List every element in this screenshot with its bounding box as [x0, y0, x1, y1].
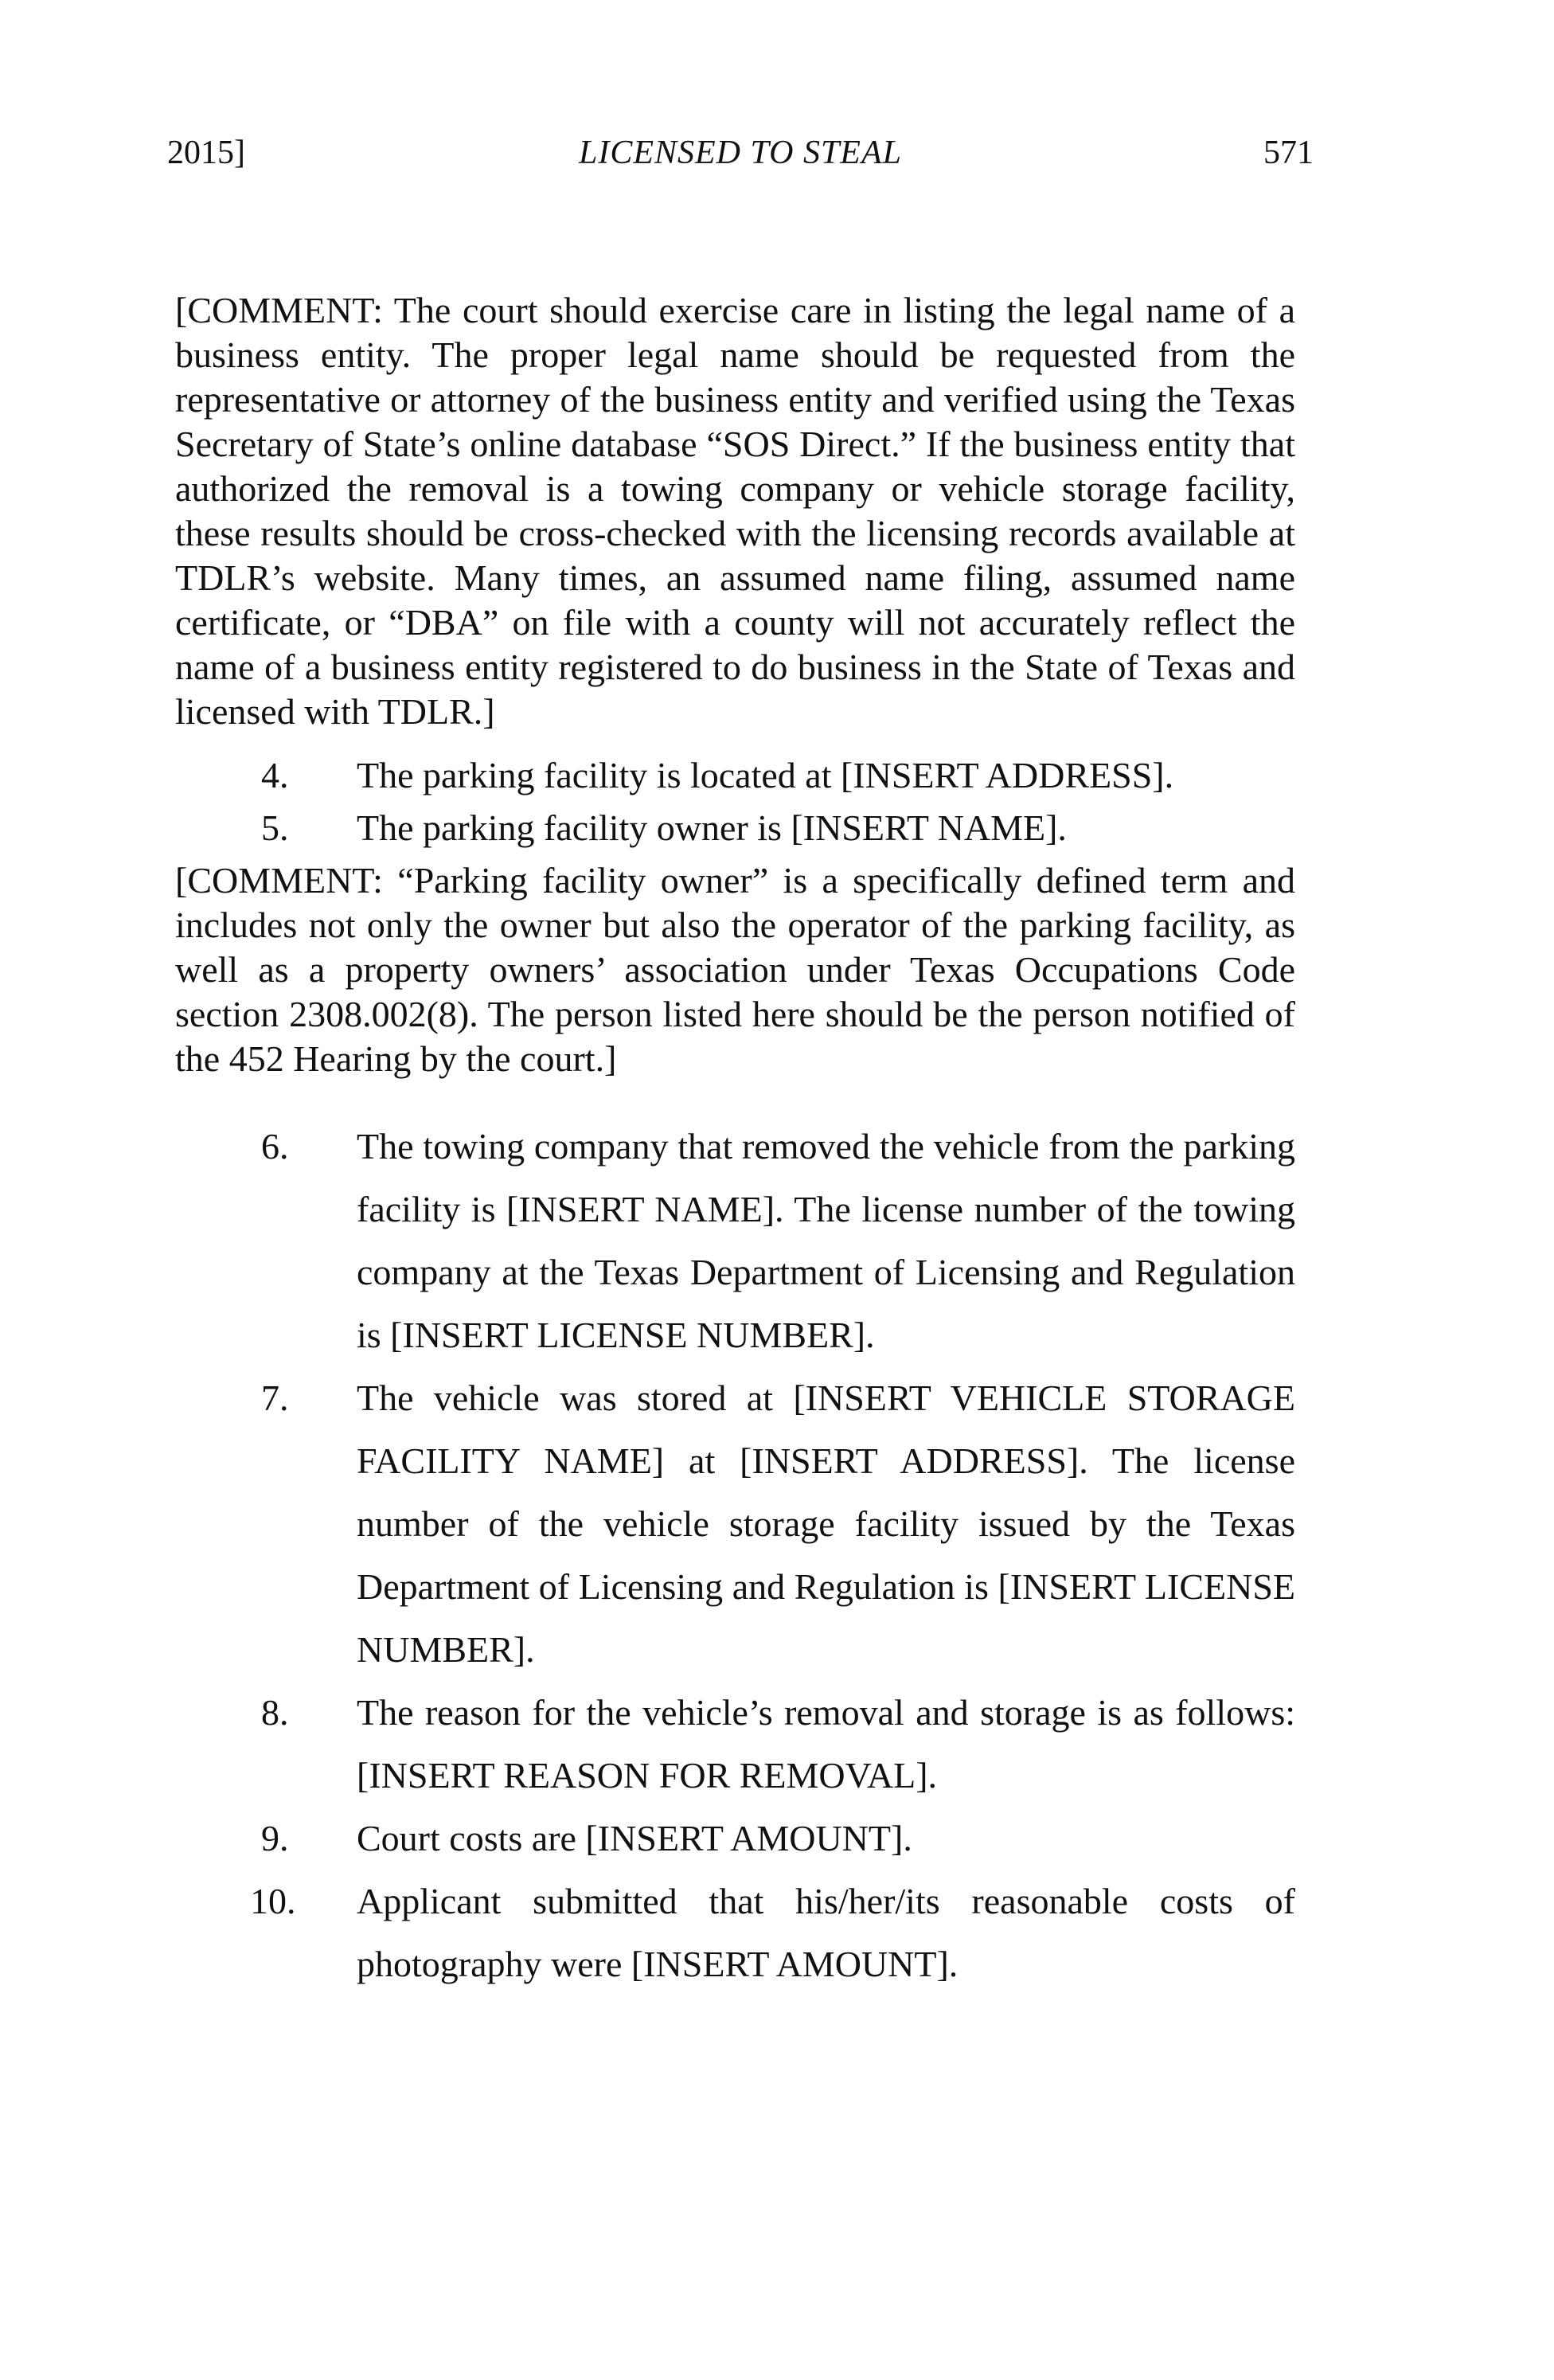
item-number: 8.: [261, 1692, 289, 1733]
item-text: The towing company that removed the vehicle from the parking facility is [INSERT NAME]. The license number of the towing company at the Texas Department of Licensing and Regulation is [INSERT LICENSE NUMBER].: [357, 1126, 1295, 1355]
list-item: [175, 1115, 1295, 1366]
item-number: 7.: [261, 1378, 289, 1418]
list-item: [175, 753, 1295, 798]
list-item: [175, 806, 1295, 850]
item-number: 9.: [261, 1818, 289, 1858]
item-text: The reason for the vehicle’s removal and storage is as follows: [INSERT REASON FOR REMOVAL].: [357, 1692, 1295, 1796]
item-text: Applicant submitted that his/her/its reasonable costs of photography were [INSERT AMOUNT].: [357, 1881, 1295, 1984]
list-item: [175, 1366, 1295, 1681]
running-header: [167, 134, 1314, 182]
item-text: The vehicle was stored at [INSERT VEHICLE STORAGE FACILITY NAME] at [INSERT ADDRESS]. The license number of the vehicle storage facility issued by the Texas Department of Licensing and Regulation is [INSERT LICENSE NUMBER].: [357, 1378, 1295, 1670]
item-text: Court costs are [INSERT AMOUNT].: [357, 1818, 912, 1858]
header-title: LICENSED TO STEAL: [579, 135, 902, 171]
list-item: [175, 1870, 1295, 1995]
numbered-list-b: [175, 1115, 1295, 1995]
numbered-list-a: [175, 753, 1295, 850]
item-text: The parking facility owner is [INSERT NAME].: [357, 807, 1067, 848]
item-number: 4.: [261, 755, 289, 795]
list-item: [175, 1681, 1295, 1807]
item-number: 5.: [261, 807, 289, 848]
item-number: 10.: [250, 1881, 296, 1921]
comment-paragraph-1: [COMMENT: The court should exercise care in listing the legal name of a business entity. The proper legal name should be requested from the representative or attorney of the business entity and verified using the Texas Secretary of State’s online database “SOS Direct.” If the business entity that authorized the removal is a towing company or vehicle storage facility, these results should be cross-checked with the licensing records available at TDLR’s website. Many times, an assumed name filing, assumed name certificate, or “DBA” on file with a county will not accurately reflect the name of a business entity registered to do business in the State of Texas and licensed with TDLR.]: [175, 290, 1295, 732]
page-body: [175, 288, 1295, 1995]
header-year: 2015]: [167, 135, 245, 171]
item-text: The parking facility is located at [INSERT ADDRESS].: [357, 755, 1174, 795]
page-number: 571: [1263, 135, 1314, 171]
comment-paragraph-2: [COMMENT: “Parking facility owner” is a specifically defined term and includes not only the owner but also the operator of the parking facility, as well as a property owners’ association under Texas Occupations Code section 2308.002(8). The person listed here should be the person notified of the 452 Hearing by the court.]: [175, 860, 1295, 1079]
list-item: [175, 1807, 1295, 1870]
item-number: 6.: [261, 1126, 289, 1167]
